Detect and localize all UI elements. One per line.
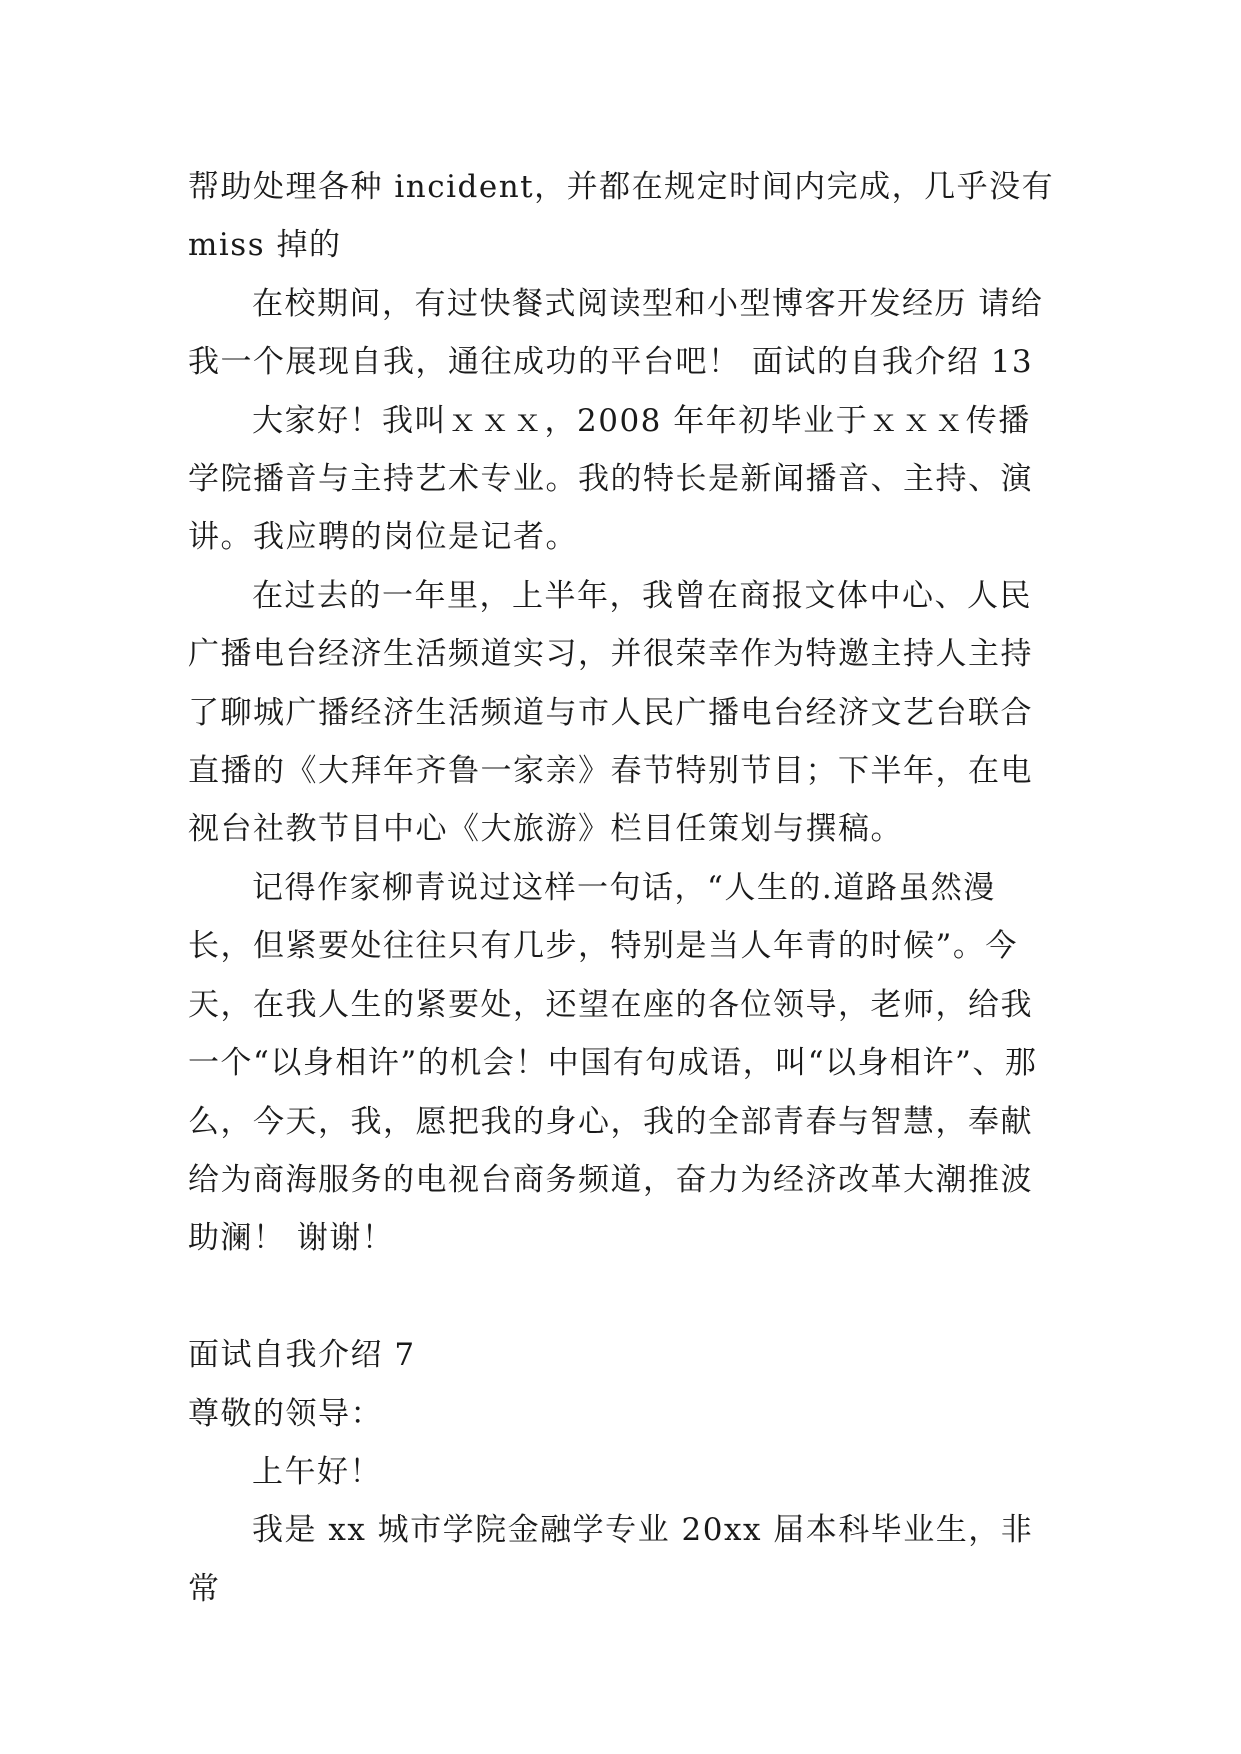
document-body: [188, 158, 1056, 1618]
paragraph-closing: 记得作家柳青说过这样一句话，“人生的.道路虽然漫长，但紧要处往往只有几步，特别是当人年青的时候”。今天，在我人生的紧要处，还望在座的各位领导，老师，给我一个“以身相许”的机会！中国有句成语，叫“以身相许”、那么，今天，我，愿把我的身心，我的全部青春与智慧，奉献给为商海服务的电视台商务频道，奋力为经济改革大潮推波助澜！ 谢谢！: [188, 869, 1038, 1257]
greeting: 上午好！: [252, 1453, 382, 1490]
paragraph-past-year: 在过去的一年里，上半年，我曾在商报文体中心、人民广播电台经济生活频道实习，并很荣幸作为特邀主持人主持了聊城广播经济生活频道与市人民广播电台经济文艺台联合直播的《大拜年齐鲁一家亲》春节特别节目；下半年，在电视台社教节目中心《大旅游》栏目任策划与撰稿。: [188, 577, 1033, 848]
section-title: 面试自我介绍 7: [188, 1337, 416, 1374]
blank-line: [188, 1268, 1056, 1326]
paragraph-self-intro: 我是 xx 城市学院金融学专业 20xx 届本科毕业生，非常: [188, 1512, 1034, 1607]
paragraph-campus-experience: 在校期间，有过快餐式阅读型和小型博客开发经历 请给我一个展现自我，通往成功的平台吧！ 面试的自我介绍 13: [188, 285, 1044, 381]
salutation: 尊敬的领导：: [188, 1395, 383, 1432]
paragraph-introduction: 大家好！我叫ｘｘｘ，2008 年年初毕业于ｘｘｘ传播学院播音与主持艺术专业。我的特长是新闻播音、主持、演讲。我应聘的岗位是记者。: [188, 402, 1033, 556]
paragraph-incident: 帮助处理各种 incident，并都在规定时间内完成，几乎没有 miss 掉的: [188, 169, 1055, 264]
